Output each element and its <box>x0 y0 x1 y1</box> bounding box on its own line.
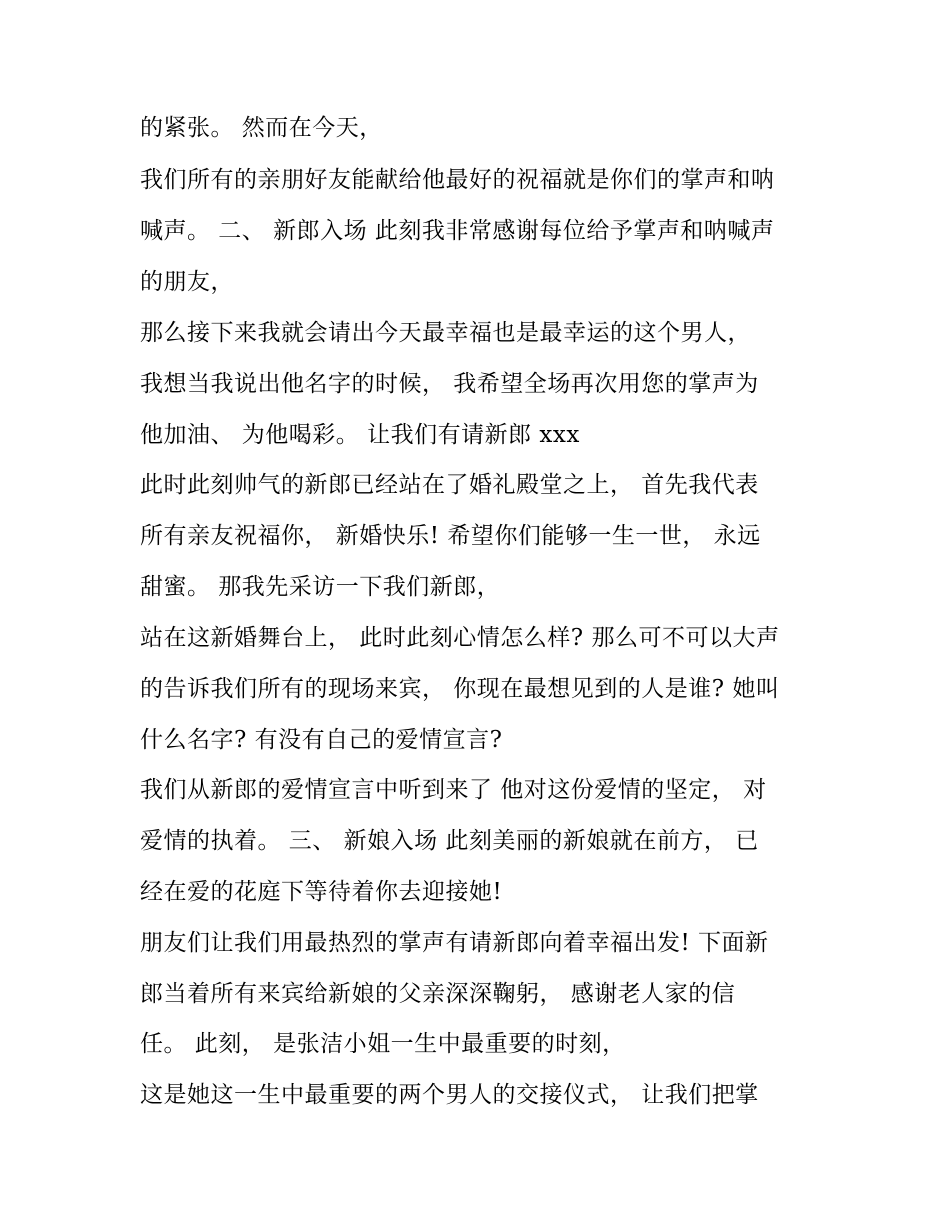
text-line: 爱情的执着。 三、 新娘入场 此刻美丽的新娘就在前方， 已 <box>140 828 759 854</box>
text-line: 此时此刻帅气的新郎已经站在了婚礼殿堂之上， 首先我代表 <box>140 472 759 498</box>
text-line: 喊声。 二、 新郎入场 此刻我非常感谢每位给予掌声和呐喊声 <box>140 218 775 244</box>
text-line: 所有亲友祝福你， 新婚快乐! 希望你们能够一生一世， 永远 <box>140 523 761 549</box>
text-line: 的紧张。 然而在今天， <box>140 115 383 141</box>
text-line: 我们从新郎的爱情宣言中听到来了 他对这份爱情的坚定， 对 <box>140 777 767 803</box>
text-line: 我想当我说出他名字的时候， 我希望全场再次用您的掌声为 <box>140 371 759 397</box>
text-line: 这是她这一生中最重要的两个男人的交接仪式， 让我们把掌 <box>140 1082 759 1108</box>
text-line: 甜蜜。 那我先采访一下我们新郎， <box>140 574 501 600</box>
text-line: 朋友们让我们用最热烈的掌声有请新郎向着幸福出发! 下面新 <box>140 930 769 956</box>
text-line: 的告诉我们所有的现场来宾， 你现在最想见到的人是谁? 她叫 <box>140 676 780 702</box>
text-line: 任。 此刻， 是张洁小姐一生中最重要的时刻， <box>140 1031 626 1057</box>
text-line: 郎当着所有来宾给新娘的父亲深深鞠躬， 感谢老人家的信 <box>140 981 736 1007</box>
text-line: 什么名字? 有没有自己的爱情宣言? <box>140 727 503 753</box>
text-line: 站在这新婚舞台上， 此时此刻心情怎么样? 那么可不可以大声 <box>140 625 780 651</box>
text-line: 他加油、 为他喝彩。 让我们有请新郎 xxx <box>140 422 580 448</box>
text-line: 的朋友， <box>140 269 234 295</box>
text-line: 那么接下来我就会请出今天最幸福也是最幸运的这个男人， <box>140 320 751 346</box>
text-line: 经在爱的花庭下等待着你去迎接她! <box>140 879 503 905</box>
text-line: 我们所有的亲朋好友能献给他最好的祝福就是你们的掌声和呐 <box>140 167 775 193</box>
